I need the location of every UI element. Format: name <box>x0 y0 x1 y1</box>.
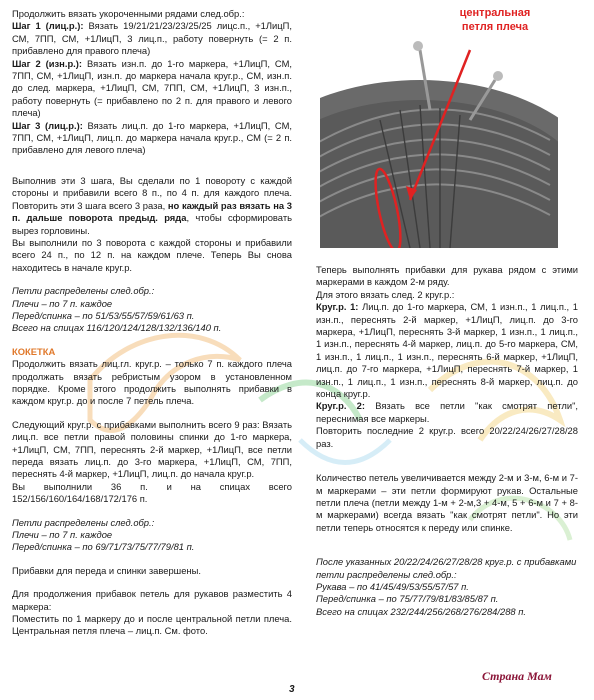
photo-label <box>430 6 560 34</box>
sleeve-increase-text: Теперь выполнять прибавки для рукава рядом с этими маркерами в каждом 2-м ряду. <box>316 264 578 288</box>
round-1-text: Лиц.п. до 1-го маркера, СМ, 1 изн.п., 1 лиц.п., 1 изн.п., переснять 2-й маркер, +1ЛицП, лиц.п. до 3-го маркера, +1ЛицП, переснять 3-й маркер, 1 изн.п., 1 лиц.п., 1 изн.п., переснять 4-й маркер, лиц.п. до 5-го маркера, СМ, 1 изн.п., 1 лиц.п., 1 изн.п., переснять 6-й маркер, +1ЛицП, лиц.п. до 7-го маркера, +1ЛицП, переснять 7-й маркер, 1 изн.п., 1 лиц.п., 1 изн.п., переснять 8-й маркер, лиц.п. до конца круг.р. <box>316 301 578 400</box>
step-3-text: Вязать лиц.п. до 1-го маркера, +1ЛицП, СМ, 7ПП, СМ, +1ЛицП, лиц.п. до маркера начала круг.р., СМ (= 2 п. прибавлено для левого плеча) <box>12 119 292 156</box>
turns-paragraph <box>12 175 292 274</box>
knitting-photo <box>320 10 558 248</box>
short-rows-section <box>12 8 292 157</box>
yoke-paragraph-1: Продолжить вязать лиц.гл. круг.р. – только 7 п. каждого плеча продолжать вязать ребристым узором в установленном порядке. Кроме этого продолжить выполнять прибавки в каждом круг.р. до и после 7 петель плеча. <box>12 358 292 407</box>
yoke-increase-text: Следующий круг.р. с прибавками выполнить всего 9 раз: Вязать лиц.п. все петли правой половины спинки до 1-го маркера, +1ЛицП, СМ, 7ПП, переснять 2-й маркер, +1ЛицП, все петли переда вязать лиц.п. до 3-го маркера, +1ЛицП, СМ, 7ПП, переснять 4-й маркер, +1ЛицП, лиц.п. до начала круг.р. <box>12 418 292 480</box>
dist1-total: Всего на спицах 116/120/124/128/132/136/140 п. <box>12 322 222 334</box>
photo-label-line-2: петля плеча <box>461 21 529 33</box>
final-dist-sleeves: Рукава – по 41/45/49/53/55/57/57 п. <box>316 580 469 592</box>
stitch-count-paragraph: Количество петель увеличивается между 2-м и 3-м, 6-м и 7-м маркерами – эти петли формируют рукав. Остальные петли плеча (петли между 1-м + 2-м,3 + 4-м, 5 + 6-м и 7 + 8-м маркерами) всегда вязать "как смотрят петли". Но эти петли теперь относятся к переду или спинке. <box>316 472 578 533</box>
right-column <box>316 264 578 629</box>
final-dist-heading: После указанных 20/22/24/26/27/28/28 круг.р. с прибавками петли распределены след.обр.: <box>316 556 577 580</box>
dist1-heading: Петли распределены след.обр.: <box>12 285 155 297</box>
sleeve-increase-paragraph <box>316 264 578 301</box>
distribution-1 <box>12 285 292 335</box>
step-1 <box>12 20 292 57</box>
final-dist-front-back: Перед/спинка – по 75/77/79/81/83/85/87 п. <box>316 593 499 605</box>
final-distribution <box>316 556 578 618</box>
yoke-paragraph-2 <box>12 419 292 506</box>
knitting-photo-image <box>320 10 558 248</box>
dist1-front-back: Перед/спинка – по 51/53/55/57/59/61/63 п. <box>12 309 195 321</box>
short-rows-intro: Продолжить вязать укороченными рядами след.обр.: <box>12 8 245 19</box>
round-2-text: Вязать все петли "как смотрят петли", переснимая все маркеры. <box>316 400 578 424</box>
sleeve-markers-text: Для продолжения прибавок петель для рукавов разместить 4 маркера: <box>12 588 292 612</box>
turns-text-bold: но каждый раз вязать на 3 п. дальше поворота предыд. ряда <box>12 199 292 224</box>
yoke-heading: КОКЕТКА <box>12 345 56 357</box>
turns-summary: Вы выполнили по 3 поворота с каждой стороны и прибавили всего 24 п., по 12 п. на каждом плече. Теперь Вы снова находитесь в начале круг.р. <box>12 236 292 273</box>
step-1-text: Вязать 19/21/21/23/23/25/25 лицс.п., +1ЛицП, СМ, 7ПП, СМ, +1ЛицП, 3 лиц.п., работу повернуть (= 2 п. прибавлено для правого плеча) <box>12 20 292 57</box>
round-2-title: Круг.р. 2: <box>316 400 365 412</box>
repeat-paragraph: Повторить последние 2 круг.р. всего 20/22/24/26/27/28/28 раз. <box>316 425 578 449</box>
round-1-title: Круг.р. 1: <box>316 301 359 313</box>
turns-text-a: Выполнив эти 3 шага, Вы сделали по 1 повороту с каждой стороны и прибавили всего 8 п., по 4 п. для каждого плеча. Повторить эти 3 шага всего 3 раза, <box>12 174 292 211</box>
sleeve-markers-paragraph <box>12 588 292 638</box>
step-1-title: Шаг 1 (лиц.р.): <box>12 20 84 32</box>
left-column <box>12 8 292 649</box>
sleeve-markers-detail: Поместить по 1 маркеру до и после центральной петли плеча. Центральная петля плеча – лиц.п. См. фото. <box>12 613 292 637</box>
turns-text-c: , чтобы сформировать вырез горловины. <box>12 212 292 236</box>
step-2 <box>12 58 292 120</box>
dist2-shoulders: Плечи – по 7 п. каждое <box>12 529 113 541</box>
step-2-title: Шаг 2 (изн.р.): <box>12 57 83 69</box>
watermark-logo: Страна Мам <box>482 669 552 683</box>
dist2-front-back: Перед/спинка – по 69/71/73/75/77/79/81 п. <box>12 541 195 553</box>
final-dist-total: Всего на спицах 232/244/256/268/276/284/288 п. <box>316 605 526 617</box>
increases-done: Прибавки для переда и спинки завершены. <box>12 564 201 576</box>
dist1-shoulders: Плечи – по 7 п. каждое <box>12 297 113 309</box>
step-2-text: Вязать изн.п. до 1-го маркера, +1ЛицП, СМ, 7ПП, СМ, +1ЛицП, изн.п. до маркера начала круг.р., СМ, изн.п. до след. маркера, +1ЛицП, СМ, 7ПП, СМ, +1ЛицП, 3 изн.п., работу повернуть (= прибавлено по 2 п. для правого и левого плеча) <box>12 57 292 119</box>
step-3 <box>12 120 292 157</box>
round-1 <box>316 301 578 400</box>
step-3-title: Шаг 3 (лиц.р.): <box>12 119 83 131</box>
photo-label-line-1: центральная <box>459 7 531 19</box>
two-rounds-text: Для этого вязать след. 2 круг.р.: <box>316 288 455 300</box>
yoke-total-text: Вы выполнили 36 п. и на спицах всего 152/156/160/164/168/172/176 п. <box>12 480 292 505</box>
round-2 <box>316 400 578 425</box>
distribution-2 <box>12 517 292 554</box>
page-number: 3 <box>289 684 295 695</box>
dist2-heading: Петли распределены след.обр.: <box>12 516 155 528</box>
